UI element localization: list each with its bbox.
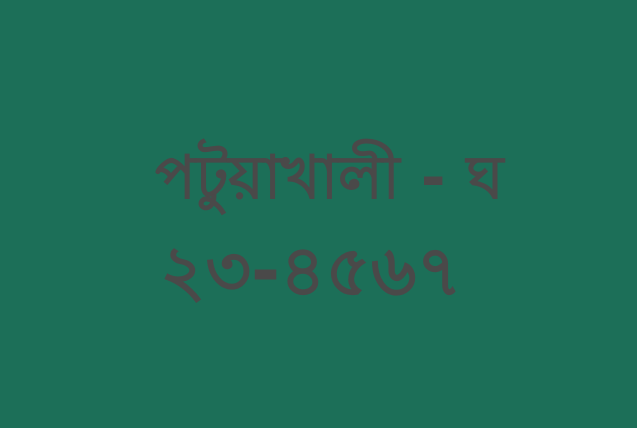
plate-registration-number: ২৩-৪৫৬৭ (160, 230, 462, 312)
plate-district-class: পটুয়াখালী - ঘ (155, 143, 504, 213)
